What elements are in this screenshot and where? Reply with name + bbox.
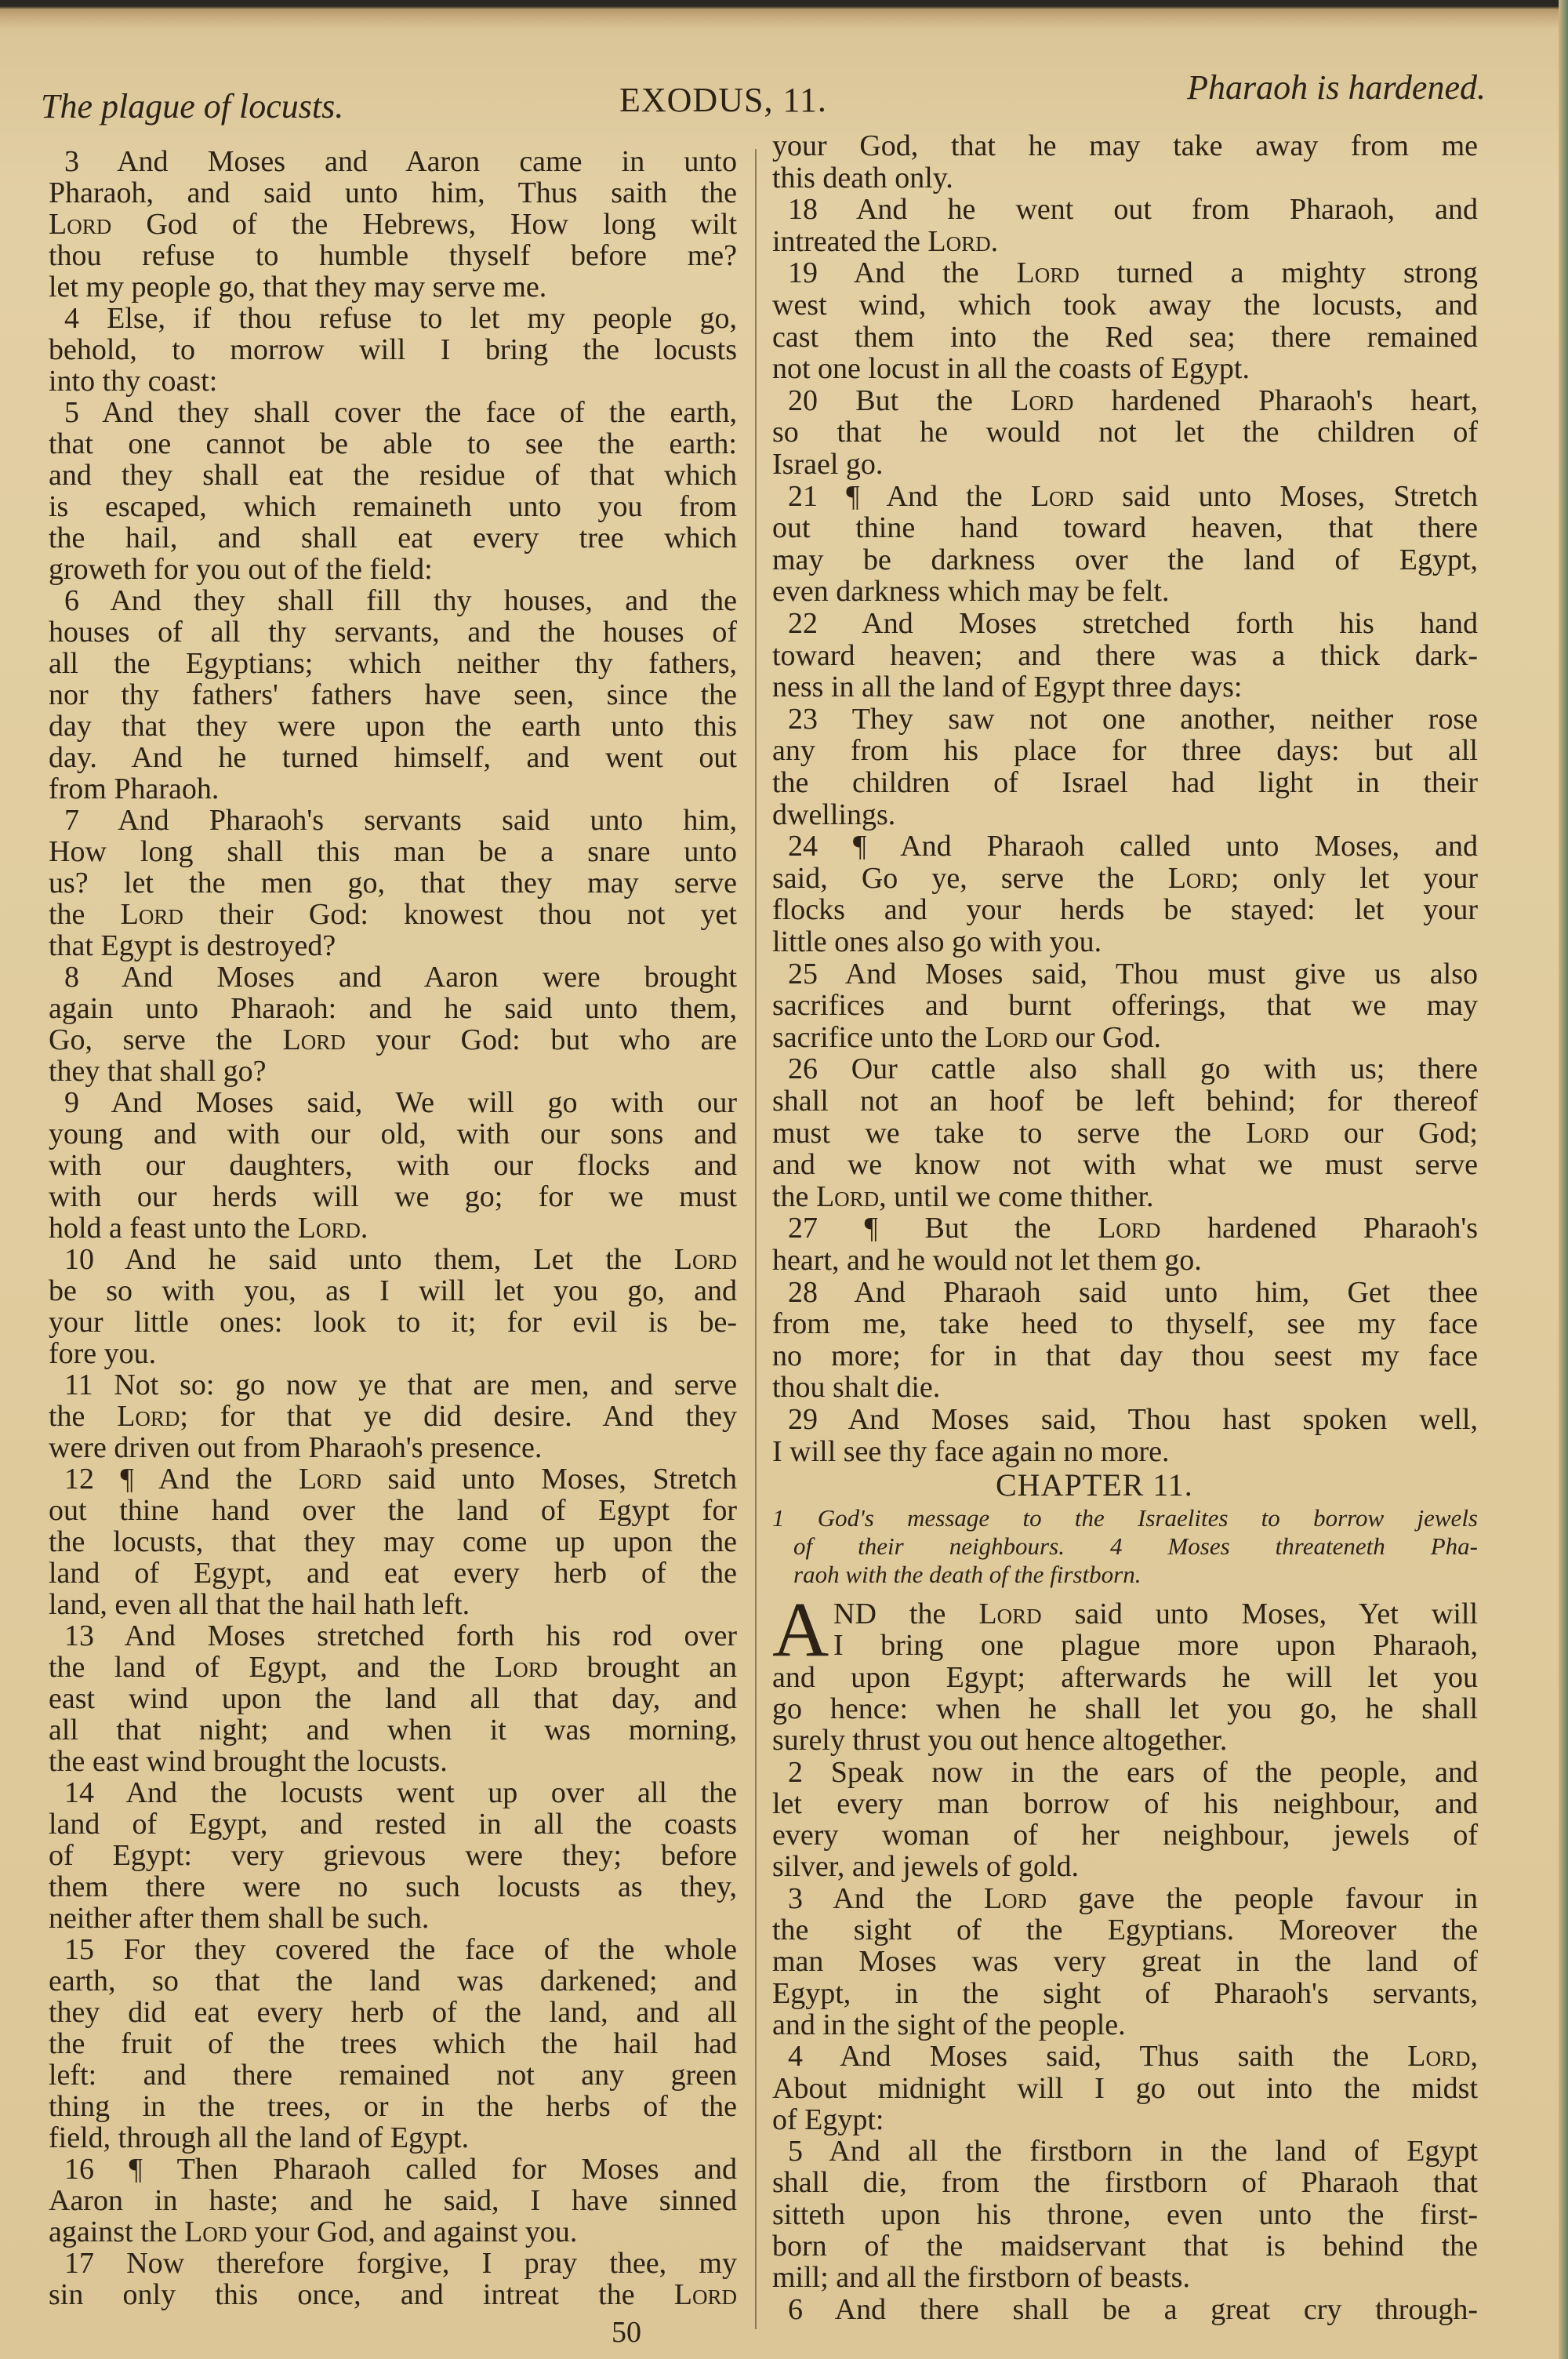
text-line: 10 And he said unto them, Let the Lord [64,1243,737,1276]
lord-small-caps: Lord [1407,2040,1471,2074]
column-divider [755,149,757,2329]
text-line: behold, to morrow will I bring the locusts [49,333,737,366]
text-line: let my people go, that they may serve me. [49,271,547,304]
text-line: with our daughters, with our flocks and [49,1149,737,1182]
text-line: thing in the trees, or in the herbs of the [49,2090,737,2123]
text-line: that one cannot be able to see the earth: [49,427,737,460]
text-line: from me, take heed to thyself, see my face [772,1307,1478,1341]
text-line: 4 And Moses said, Thus saith the Lord, [788,2040,1478,2074]
text-line: 15 For they covered the face of the whole [64,1933,737,1966]
text-line: How long shall this man be a snare unto [49,835,737,868]
text-line: all that night; and when it was morning, [49,1714,737,1747]
text-line: fore you. [49,1337,157,1370]
lord-small-caps: Lord [49,208,112,241]
text-line: houses of all thy servants, and the houses of [49,616,737,649]
text-line: no more; for in that day thou seest my face [772,1339,1478,1372]
text-line: that Egypt is destroyed? [49,929,336,962]
lord-small-caps: Lord [1246,1116,1309,1150]
text-line: and upon Egypt; afterwards he will let you [772,1660,1478,1694]
text-line: 23 They saw not one another, neither rose [788,702,1478,736]
text-line: land of Egypt, and eat every herb of the [49,1557,737,1590]
text-line: the east wind brought the locusts. [49,1745,448,1778]
text-line: out thine hand toward heaven, that there [772,511,1478,545]
text-line: 29 And Moses said, Thou hast spoken well, [788,1403,1478,1436]
text-line: shall not an hoof be left behind; for thereof [772,1085,1478,1118]
text-line: into thy coast: [49,365,218,398]
text-line: Lord God of the Hebrews, How long wilt [49,208,737,241]
text-line: 28 And Pharaoh said unto him, Get thee [788,1275,1478,1309]
text-line: 3 And Moses and Aaron came in unto [64,145,737,178]
text-line: your God, that he may take away from me [772,129,1478,162]
text-line: 5 And they shall cover the face of the earth, [64,396,737,429]
text-line: 4 Else, if thou refuse to let my people go, [64,302,737,335]
text-line: sacrifices and burnt offerings, that we may [772,989,1478,1023]
text-line: 27 ¶ But the Lord hardened Pharaoh's [788,1212,1478,1245]
text-line: be so with you, as I will let you go, and [49,1274,737,1307]
text-line: the children of Israel had light in their [772,766,1478,799]
lord-small-caps: Lord [673,2278,737,2311]
text-line: 2 Speak now in the ears of the people, and [788,1755,1478,1789]
text-line: the Lord; for that ye did desire. And they [49,1400,737,1433]
text-line: of Egypt: [772,2103,884,2136]
text-line: About midnight will I go out into the midst [772,2071,1478,2105]
text-line: the locusts, that they may come up upon the [49,1525,737,1558]
text-line: sin only this once, and intreat the Lord [49,2278,737,2311]
lord-small-caps: Lord [120,898,183,931]
text-line: the land of Egypt, and the Lord brought an [49,1651,738,1684]
lord-small-caps: Lord [673,1243,737,1276]
text-line: surely thrust you out hence altogether. [772,1724,1228,1757]
text-line: 5 And all the firstborn in the land of Egypt [788,2135,1478,2168]
text-line: mill; and all the firstborn of beasts. [772,2261,1190,2295]
lord-small-caps: Lord [1011,383,1074,417]
text-line: field, through all the land of Egypt. [49,2121,470,2154]
text-line: day that they were upon the earth unto this [49,710,737,743]
text-line: Pharaoh, and said unto him, Thus saith the [49,176,737,209]
text-line: 7 And Pharaoh's servants said unto him, [64,804,737,837]
lord-small-caps: Lord [985,1020,1048,1054]
page-right-edge [1559,0,1568,2359]
text-line: of Egypt: very grievous were they; before [49,1839,737,1872]
text-line: sacrifice unto the Lord our God. [772,1020,1161,1054]
chapter-heading: CHAPTER 11. [996,1467,1193,1503]
text-line: left: and there remained not any green [49,2059,737,2092]
text-line: 6 And there shall be a great cry through- [788,2292,1478,2326]
text-line: Israel go. [772,448,884,481]
chapter-summary-line: of their neighbours. 4 Moses threateneth Pha- [793,1532,1478,1560]
chapter-summary-line: 1 God's message to the Israelites to borrow jewels [772,1504,1478,1532]
text-line: may be darkness over the land of Egypt, [772,543,1478,576]
text-line: little ones also go with you. [772,925,1102,958]
lord-small-caps: Lord [495,1651,558,1684]
text-line: thou refuse to humble thyself before me? [49,239,737,272]
chapter-summary-line: raoh with the death of the firstborn. [793,1561,1142,1588]
text-line: 17 Now therefore forgive, I pray thee, my [64,2247,737,2280]
lord-small-caps: Lord [297,1212,361,1245]
lord-small-caps: Lord [184,2215,248,2248]
text-line: Egypt, in the sight of Pharaoh's servants, [772,1976,1478,2010]
text-line: 19 And the Lord turned a mighty strong [788,256,1478,290]
lord-small-caps: Lord [1098,1212,1161,1245]
running-head-book-chapter: EXODUS, 11. [619,81,827,119]
text-line: 11 Not so: go now ye that are men, and serve [64,1369,737,1401]
text-line: the Lord, until we come thither. [772,1180,1154,1213]
text-line: young and with our old, with our sons and [49,1118,737,1150]
text-line: 26 Our cattle also shall go with us; there [788,1052,1478,1086]
text-line: 22 And Moses stretched forth his hand [788,607,1478,640]
text-line: earth, so that the land was darkened; and [49,1965,737,1997]
text-line: Aaron in haste; and he said, I have sinned [49,2184,737,2217]
text-line: they did eat every herb of the land, and all [49,1996,737,2029]
text-line: and they shall eat the residue of that which [49,459,737,492]
text-line: 25 And Moses said, Thou must give us also [788,957,1478,990]
text-line: against the Lord your God, and against you. [49,2215,578,2248]
text-line: the sight of the Egyptians. Moreover the [772,1914,1478,1946]
text-line: 8 And Moses and Aaron were brought [64,961,737,994]
lord-small-caps: Lord [927,224,991,258]
text-line: 9 And Moses said, We will go with our [64,1086,737,1119]
text-line: born of the maidservant that is behind the [772,2230,1478,2263]
text-line: they that shall go? [49,1055,267,1088]
text-line: land, even all that the hail hath left. [49,1588,470,1621]
text-line: 6 And they shall fill thy houses, and the [64,584,737,617]
text-line: intreated the Lord. [772,224,999,258]
text-line: even darkness which may be felt. [772,575,1170,609]
text-line: the hail, and shall eat every tree which [49,522,737,554]
text-line: ness in all the land of Egypt three days: [772,671,1243,704]
lord-small-caps: Lord [298,1463,362,1496]
text-line: neither after them shall be such. [49,1902,430,1935]
text-line: nor thy fathers' fathers have seen, since the [49,678,737,711]
text-line: shall die, from the firstborn of Pharaoh that [772,2166,1478,2200]
text-line: east wind upon the land all that day, and [49,1682,737,1715]
text-line: were driven out from Pharaoh's presence. [49,1431,543,1464]
text-line: 18 And he went out from Pharaoh, and [788,193,1478,227]
lord-small-caps: Lord [282,1023,346,1056]
text-line: and we know not with what we must serve [772,1148,1478,1182]
text-line: us? let the men go, that they may serve [49,867,737,900]
text-line: and in the sight of the people. [772,2008,1126,2041]
lord-small-caps: Lord [1167,861,1231,895]
running-head-left: The plague of locusts. [41,87,344,125]
text-line: so that he would not let the children of [772,416,1478,449]
text-line: 12 ¶ And the Lord said unto Moses, Stretch [64,1463,737,1496]
text-line: with our herds will we go; for we must [49,1180,737,1213]
text-line: any from his place for three days: but all [772,734,1478,768]
text-line: 20 But the Lord hardened Pharaoh's heart, [788,383,1478,417]
text-line: from Pharaoh. [49,772,220,805]
text-line: let every man borrow of his neighbour, and [772,1787,1478,1820]
text-line: 14 And the locusts went up over all the [64,1776,737,1809]
text-line: land of Egypt, and rested in all the coasts [49,1808,737,1841]
text-line: 13 And Moses stretched forth his rod over [64,1619,737,1652]
text-line: them there were no such locusts as they, [49,1870,737,1903]
text-line: the Lord their God: knowest thou not yet [49,898,737,931]
text-line: west wind, which took away the locusts, and [772,289,1478,322]
text-line: again unto Pharaoh: and he said unto them, [49,992,737,1025]
text-line: must we take to serve the Lord our God; [772,1116,1478,1150]
text-line: heart, and he would not let them go. [772,1244,1202,1277]
text-line: all the Egyptians; which neither thy fathers, [49,647,737,680]
text-line: not one locust in all the coasts of Egypt. [772,352,1250,386]
text-line: every woman of her neighbour, jewels of [772,1819,1478,1852]
text-line: is escaped, which remaineth unto you from [49,490,737,523]
text-line: 3 And the Lord gave the people favour in [788,1881,1478,1915]
text-line: I bring one plague more upon Pharaoh, [833,1629,1478,1663]
text-line: said, Go ye, serve the Lord; only let your [772,861,1478,895]
text-line: dwellings. [772,798,896,831]
text-line: the fruit of the trees which the hail had [49,2027,737,2060]
lord-small-caps: Lord [978,1598,1042,1630]
drop-cap: A [772,1586,829,1673]
text-line: ND the Lord said unto Moses, Yet will [833,1598,1478,1630]
text-line: 21 ¶ And the Lord said unto Moses, Stretch [788,479,1478,513]
lord-small-caps: Lord [1016,256,1080,290]
text-line: cast them into the Red sea; there remained [772,320,1478,354]
text-line: flocks and your herds be stayed: let your [772,893,1478,927]
text-line: day. And he turned himself, and went out [49,741,737,774]
text-line: thou shalt die. [772,1371,941,1405]
text-line: 24 ¶ And Pharaoh called unto Moses, and [788,830,1478,863]
text-line: 16 ¶ Then Pharaoh called for Moses and [64,2153,737,2186]
page-number: 50 [612,2316,641,2349]
text-line: hold a feast unto the Lord. [49,1212,368,1245]
lord-small-caps: Lord [983,1881,1047,1915]
text-line: silver, and jewels of gold. [772,1850,1080,1884]
text-line: your little ones: look to it; for evil is be- [49,1306,737,1339]
lord-small-caps: Lord [117,1400,180,1433]
lord-small-caps: Lord [1030,479,1094,513]
text-line: sitteth upon his throne, even unto the first- [772,2197,1478,2231]
text-line: man Moses was very great in the land of [772,1945,1478,1979]
text-line: out thine hand over the land of Egypt for [49,1494,737,1527]
text-line: toward heaven; and there was a thick dark- [772,638,1478,672]
page-top-edge [0,0,1568,28]
text-line: this death only. [772,161,953,194]
lord-small-caps: Lord [815,1180,880,1213]
text-line: groweth for you out of the field: [49,553,433,586]
text-line: I will see thy face again no more. [772,1434,1170,1468]
text-line: go hence: when he shall let you go, he shall [772,1692,1478,1725]
running-head-right: Pharaoh is hardened. [1187,68,1486,107]
text-line: Go, serve the Lord your God: but who are [49,1023,738,1056]
